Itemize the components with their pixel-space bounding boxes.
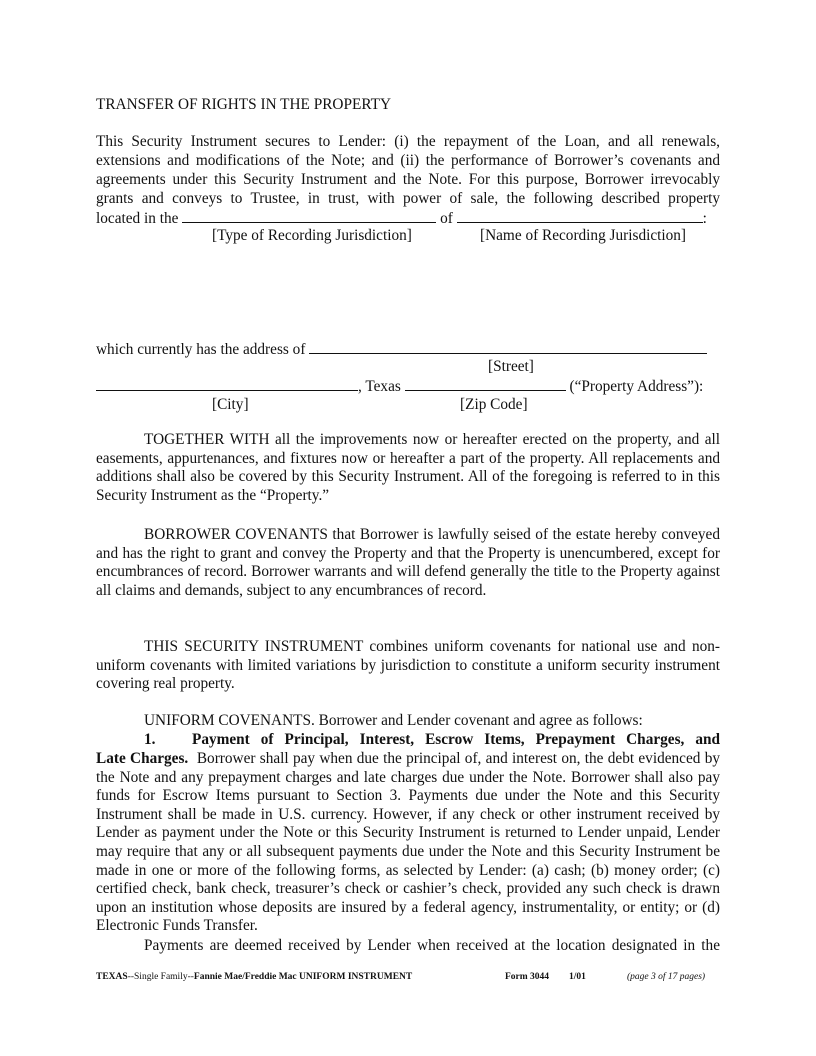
zip-code-field[interactable] — [405, 377, 566, 391]
transfer-line-2: extensions and modifications of the Note; and (ii) the performance of Borrower’s covenants and — [96, 152, 720, 169]
uniform-covenants-line: UNIFORM COVENANTS. Borrower and Lender covenant and agree as follows: — [144, 712, 643, 729]
property-address-text: (“Property Address”): — [569, 378, 704, 395]
section-title: TRANSFER OF RIGHTS IN THE PROPERTY — [96, 96, 392, 113]
located-line — [96, 209, 720, 229]
caption-street: [Street] — [488, 358, 534, 375]
recording-jurisdiction-name-field[interactable] — [457, 209, 703, 223]
footer-form-number: Form 3044 — [505, 972, 550, 982]
borrower-covenants-paragraph: BORROWER COVENANTS that Borrower is lawfully seised of the estate hereby conveyed and has the right to grant and convey the Property and that the Property is unencumbered, except for encumbrances of record. Borrower warrants and will defend generally the title to the Property against all claims and demands, subject to any encumbrances of record. — [96, 526, 720, 599]
caption-city: [City] — [212, 396, 249, 413]
city-zip-line — [96, 377, 720, 397]
this-security-instrument-paragraph: THIS SECURITY INSTRUMENT combines uniform covenants for national use and non-uniform covenants with limited variations by jurisdiction to constitute a uniform security instrument covering real property. — [96, 638, 720, 693]
footer-family: --Single Family-- — [127, 972, 194, 982]
street-field[interactable] — [309, 340, 707, 354]
caption-zip-code: [Zip Code] — [460, 396, 528, 413]
footer-instrument: Fannie Mae/Freddie Mac UNIFORM INSTRUMENT — [193, 972, 413, 982]
transfer-line-1: This Security Instrument secures to Lender: (i) the repayment of the Loan, and all renewals, — [96, 133, 720, 150]
recording-jurisdiction-type-field[interactable] — [182, 209, 436, 223]
section1-number: 1. — [144, 731, 156, 748]
located-prefix: located in the — [96, 210, 179, 227]
footer-instrument-title — [96, 971, 412, 983]
address-line — [96, 340, 720, 360]
transfer-line-3: agreements under this Security Instrument and the Note. For this purpose, Borrower irrevocably — [96, 171, 720, 188]
section1-heading-late-charges: Late Charges. — [96, 750, 189, 767]
colon: : — [702, 210, 707, 227]
section1-body-paragraph — [96, 750, 720, 936]
address-prefix: which currently has the address of — [96, 341, 306, 358]
together-with-paragraph: TOGETHER WITH all the improvements now or hereafter erected on the property, and all easements, appurtenances, and fixtures now or hereafter a part of the property. All replacements and additions shall also be covered by this Security Instrument. All of the foregoing is referred to in this Security Instrument as the “Property.” — [96, 431, 720, 504]
texas-text: , Texas — [358, 378, 401, 395]
transfer-line-4: grants and conveys to Trustee, in trust, with power of sale, the following described property — [96, 190, 720, 207]
caption-name-of-recording-jurisdiction: [Name of Recording Jurisdiction] — [480, 227, 687, 244]
caption-type-of-recording-jurisdiction: [Type of Recording Jurisdiction] — [212, 227, 412, 244]
city-field[interactable] — [96, 377, 358, 391]
of-text: of — [440, 210, 453, 227]
payments-deemed-line: Payments are deemed received by Lender when received at the location designated in the — [144, 937, 720, 954]
footer-state: TEXAS — [96, 972, 128, 982]
footer-page-number: (page 3 of 17 pages) — [627, 972, 706, 982]
section1-body: Borrower shall pay when due the principal of, and interest on, the debt evidenced by the Note and any prepayment charges and late charges due under the Note. Borrower shall also pay funds for Escrow Items pursuant to Section 3. Payments due under the Note and this Security Instrument shall be made in U.S. currency. However, if any check or other instrument received by Lender as payment under the Note or this Security Instrument is returned to Lender unpaid, Lender may require that any or all subsequent payments due under the Note and this Security Instrument be made in one or more of the following forms, as selected by Lender: (a) cash; (b) money order; (c) certified check, bank check, treasurer’s check or cashier’s check, provided any such check is drawn upon an institution whose deposits are insured by a federal agency, instrumentality, or entity; or (d) Electronic Funds Transfer. — [96, 750, 720, 935]
footer-form-date: 1/01 — [569, 972, 586, 982]
section1-heading: Payment of Principal, Interest, Escrow Items, Prepayment Charges, and — [192, 731, 720, 748]
